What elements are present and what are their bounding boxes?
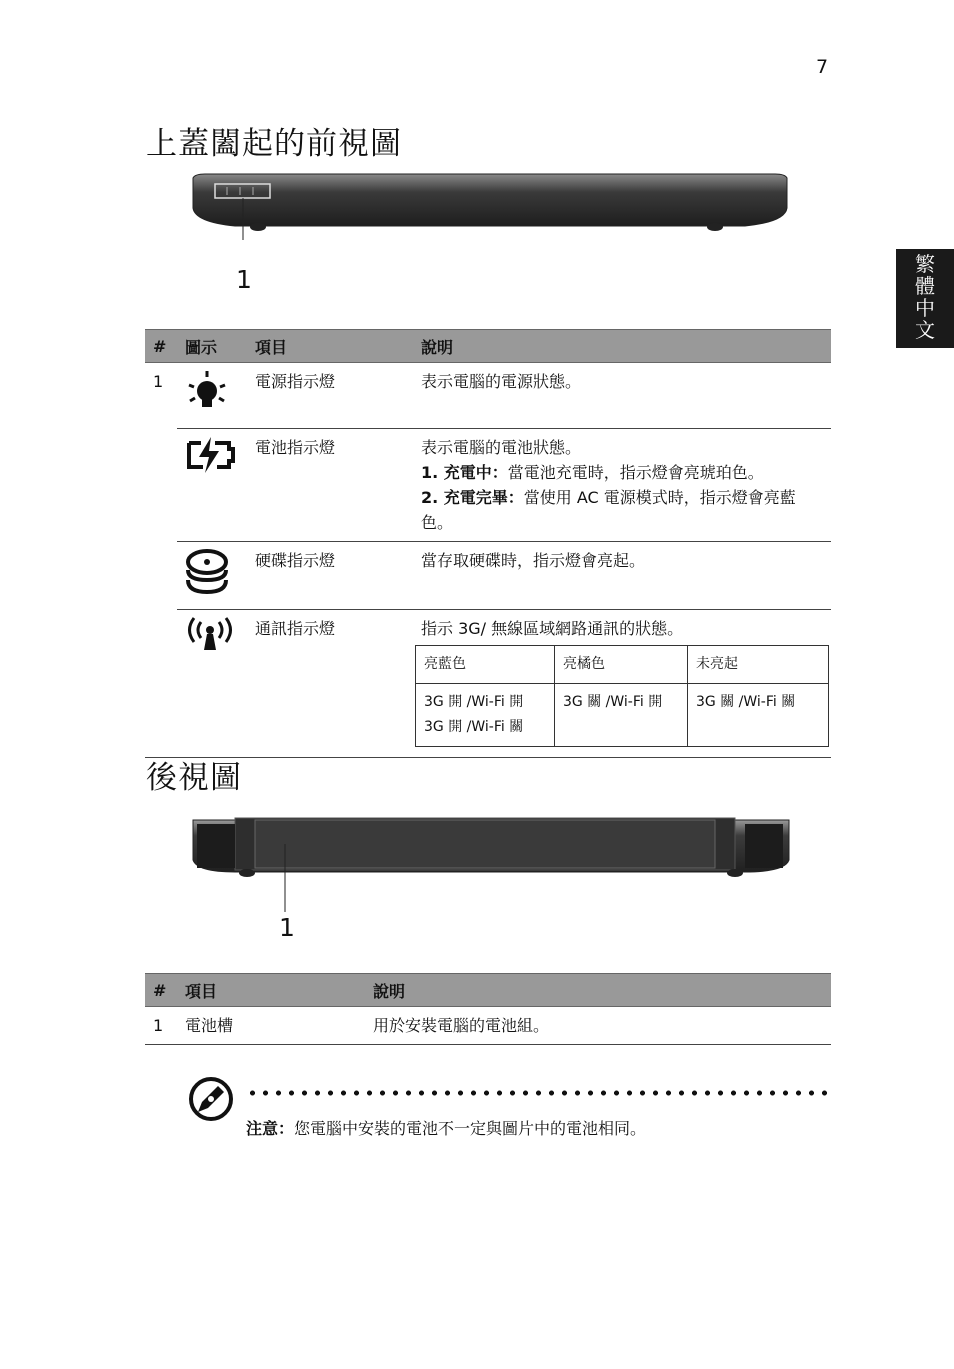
rear-view-table bbox=[145, 973, 831, 1045]
header-icon: 圖示 bbox=[177, 330, 247, 363]
header-desc: 說明 bbox=[365, 974, 831, 1007]
laptop-front-image bbox=[185, 170, 795, 240]
note-body: 您電腦中安裝的電池不一定與圖片中的電池相同。 bbox=[294, 1119, 647, 1138]
status-table bbox=[415, 645, 829, 747]
status-cell: 3G 關 /Wi-Fi 開 bbox=[555, 684, 688, 747]
battery-charging-icon bbox=[185, 435, 235, 475]
row-num: 1 bbox=[153, 372, 164, 391]
header-num: # bbox=[145, 330, 177, 363]
row-desc: 表示電腦的電源狀態。 bbox=[413, 363, 831, 429]
wireless-icon bbox=[185, 616, 235, 654]
laptop-rear-image bbox=[185, 810, 797, 912]
header-desc: 說明 bbox=[413, 330, 831, 363]
note-label: 注意： bbox=[246, 1119, 295, 1138]
status-header: 未亮起 bbox=[688, 646, 829, 684]
row-desc: 表示電腦的電池狀態。 bbox=[421, 438, 582, 457]
section-title-front-view: 上蓋闔起的前視圖 bbox=[146, 126, 402, 162]
page-number: 7 bbox=[816, 56, 829, 78]
front-view-table bbox=[145, 329, 831, 758]
status-header: 亮藍色 bbox=[416, 646, 555, 684]
detail-text: 當電池充電時，指示燈會亮琥珀色。 bbox=[507, 463, 764, 482]
callout-number: 1 bbox=[236, 265, 252, 294]
detail-label: 2. 充電完畢： bbox=[421, 488, 524, 507]
table-row bbox=[145, 542, 831, 610]
row-item: 電池指示燈 bbox=[247, 429, 413, 542]
row-item: 通訊指示燈 bbox=[247, 610, 413, 758]
callout-number: 1 bbox=[279, 913, 295, 942]
language-tab bbox=[896, 249, 954, 348]
header-item: 項目 bbox=[177, 974, 365, 1007]
row-desc: 用於安裝電腦的電池組。 bbox=[365, 1007, 831, 1045]
row-item: 電源指示燈 bbox=[247, 363, 413, 429]
table-row bbox=[145, 363, 831, 429]
table-row bbox=[145, 610, 831, 758]
note-icon bbox=[188, 1076, 234, 1122]
detail-label: 1. 充電中： bbox=[421, 463, 508, 482]
table-row bbox=[145, 429, 831, 542]
row-num: 1 bbox=[145, 1007, 177, 1045]
status-cell: 3G 關 /Wi-Fi 關 bbox=[688, 684, 829, 747]
side-tab-char: 繁 bbox=[915, 252, 935, 276]
hdd-icon bbox=[185, 548, 229, 596]
status-cell: 3G 開 /Wi-Fi 開 bbox=[424, 694, 524, 710]
row-desc: 當存取硬碟時，指示燈會亮起。 bbox=[413, 542, 831, 610]
row-item: 硬碟指示燈 bbox=[247, 542, 413, 610]
status-header: 亮橘色 bbox=[555, 646, 688, 684]
side-tab-char: 中 bbox=[915, 296, 935, 320]
status-cell: 3G 開 /Wi-Fi 關 bbox=[424, 719, 524, 735]
side-tab-char: 體 bbox=[915, 274, 935, 298]
note-divider bbox=[246, 1090, 830, 1096]
header-num: # bbox=[145, 974, 177, 1007]
table-row bbox=[145, 1007, 831, 1045]
power-light-icon bbox=[185, 369, 229, 415]
header-item: 項目 bbox=[247, 330, 413, 363]
side-tab-char: 文 bbox=[915, 318, 935, 342]
section-title-rear-view: 後視圖 bbox=[146, 760, 242, 796]
row-desc: 指示 3G/ 無線區域網路通訊的狀態。 bbox=[421, 619, 684, 638]
row-item: 電池槽 bbox=[177, 1007, 365, 1045]
detail-text: 當使用 AC 電源模式時，指示燈會亮藍色。 bbox=[421, 488, 796, 532]
note-text bbox=[246, 1116, 646, 1139]
